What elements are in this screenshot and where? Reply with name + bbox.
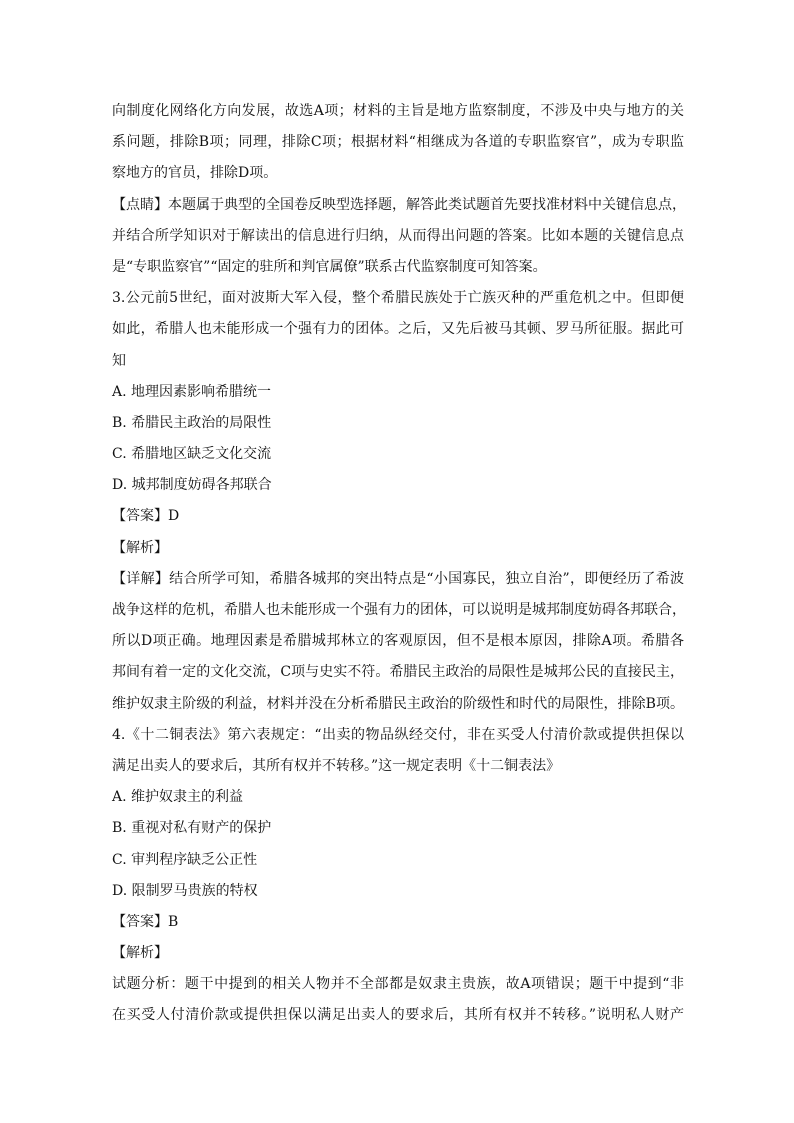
question-3-answer: 【答案】D (112, 508, 180, 525)
question-4-explanation: 在买受人付清价款或提供担保以满足出卖人的要求后，其所有权并不转移。”说明私人财产 (112, 1007, 684, 1024)
paragraph-line: 察地方的官员，排除D项。 (112, 165, 278, 182)
tip-line: 并结合所学知识对于解读出的信息进行归纳，从而得出问题的答案。比如本题的关键信息点 (112, 227, 684, 244)
question-3-explanation: 维护奴隶主阶级的利益，材料并没在分析希腊民主政治的阶级性和时代的局限性，排除B项。 (112, 695, 684, 712)
question-4-stem: 满足出卖人的要求后，其所有权并不转移。”这一规定表明《十二铜表法》 (112, 757, 561, 774)
paragraph-line: 系问题，排除B项；同理，排除C项；根据材料“相继成为各道的专职监察官”，成为专职监 (112, 134, 684, 151)
document-page (112, 96, 684, 1032)
question-3-explanation: 【详解】结合所学可知，希腊各城邦的突出特点是“小国寡民，独立自治”，即便经历了希波 (112, 570, 684, 587)
question-4-option-b: B. 重视对私有财产的保护 (112, 820, 272, 837)
question-3-explanation: 所以D项正确。地理因素是希腊城邦林立的客观原因，但不是根本原因，排除A项。希腊各 (112, 633, 684, 650)
question-4-explanation: 试题分析：题干中提到的相关人物并不全部都是奴隶主贵族，故A项错误；题干中提到“非 (112, 976, 684, 993)
question-3-option-a: A. 地理因素影响希腊统一 (112, 383, 272, 400)
question-4-answer: 【答案】B (112, 913, 179, 930)
question-3-option-d: D. 城邦制度妨碍各邦联合 (112, 477, 272, 494)
question-4-stem: 4.《十二铜表法》第六表规定：“出卖的物品纵经交付，非在买受人付清价款或提供担保以 (112, 726, 684, 743)
question-4-option-a: A. 维护奴隶主的利益 (112, 789, 244, 806)
question-3-stem: 知 (112, 352, 126, 369)
tip-line: 是“专职监察官”“固定的驻所和判官属僚”联系古代监察制度可知答案。 (112, 258, 547, 275)
question-3-analysis-heading: 【解析】 (112, 539, 168, 556)
question-3-option-c: C. 希腊地区缺乏文化交流 (112, 446, 272, 463)
question-4-analysis-heading: 【解析】 (112, 945, 168, 962)
question-4-option-c: C. 审判程序缺乏公正性 (112, 851, 258, 868)
paragraph-line: 向制度化网络化方向发展，故选A项；材料的主旨是地方监察制度，不涉及中央与地方的关 (112, 103, 684, 119)
question-3-explanation: 邦间有着一定的文化交流，C项与史实不符。希腊民主政治的局限性是城邦公民的直接民主， (112, 664, 684, 681)
question-3-stem: 如此，希腊人也未能形成一个强有力的团体。之后，又先后被马其顿、罗马所征服。据此可 (112, 321, 684, 338)
tip-line: 【点睛】本题属于典型的全国卷反映型选择题，解答此类试题首先要找准材料中关键信息点， (112, 196, 686, 213)
question-3-option-b: B. 希腊民主政治的局限性 (112, 414, 272, 431)
question-4-option-d: D. 限制罗马贵族的特权 (112, 882, 258, 899)
question-3-explanation: 战争这样的危机，希腊人也未能形成一个强有力的团体，可以说明是城邦制度妨碍各邦联合， (112, 602, 686, 618)
question-3-stem: 3.公元前5世纪，面对波斯大军入侵，整个希腊民族处于亡族灭种的严重危机之中。但即便 (112, 290, 684, 307)
